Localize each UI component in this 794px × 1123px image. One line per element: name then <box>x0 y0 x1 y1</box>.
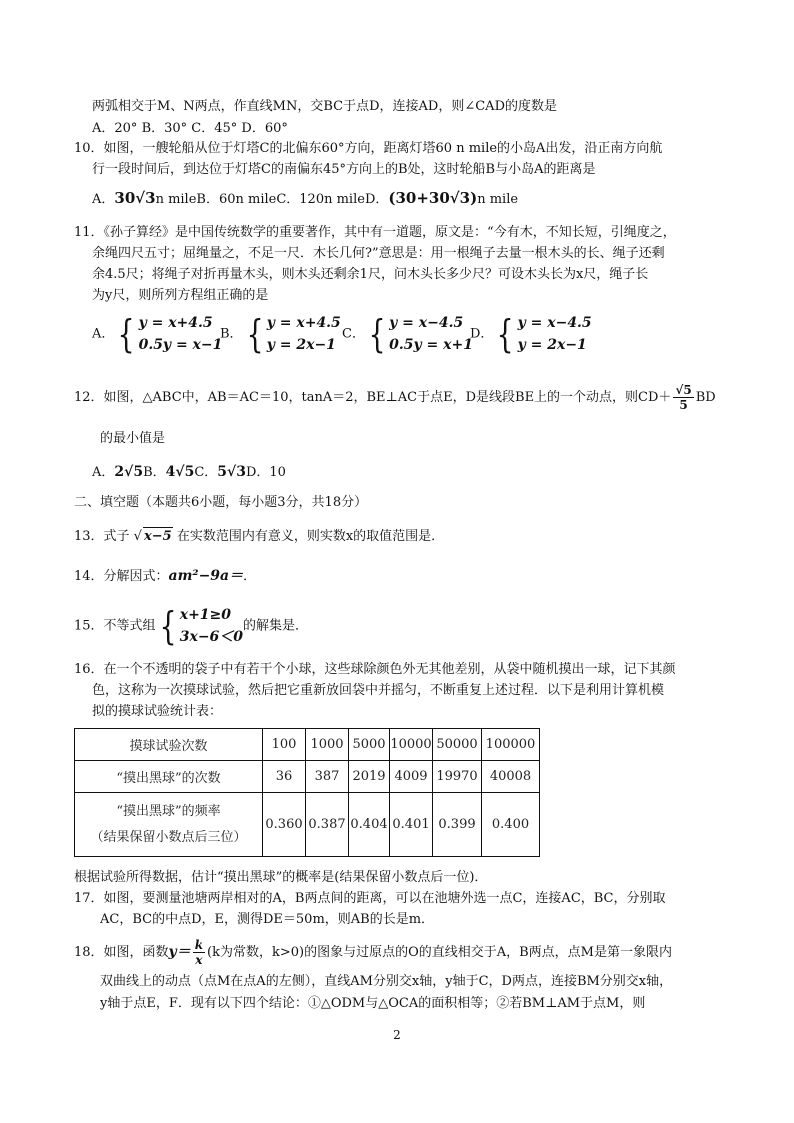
q12-tail: BD <box>695 390 716 405</box>
q12-option-a-label: A． <box>92 465 115 480</box>
q10-option-d-label: D． <box>364 192 389 207</box>
table-cell: 36 <box>263 761 306 793</box>
table-cell: 19970 <box>433 761 482 793</box>
q16-line2: 色，这称为一次摸球试验，然后把它重新放回袋中并摇匀，不断重复上述过程．以下是利用计算机模 <box>92 683 665 698</box>
q10-option-a-value: 30√3 <box>114 189 156 207</box>
table-row-label: 摸球试验次数 <box>75 729 263 761</box>
q12-fraction-denominator: 5 <box>679 398 688 412</box>
q14 <box>74 568 256 585</box>
q16-line1: 16．在一个不透明的袋子中有若干个小球，这些球除颜色外无其他差别，从袋中随机摸出一球，记下其颜 <box>74 662 676 677</box>
q12-options <box>92 464 286 481</box>
q18-fraction-denominator: x <box>195 953 203 967</box>
q12-option-b: 4√5 <box>165 464 195 480</box>
table-row-label-line2: （结果保留小数点后三位） <box>90 829 247 845</box>
q12-line2: 的最小值是 <box>100 431 166 446</box>
q18-pre: 18．如图，函数 <box>74 945 169 960</box>
q11-option-c-eq1: y = x−4.5 <box>389 315 464 331</box>
table-cell: 100000 <box>482 729 540 761</box>
q18-fraction <box>193 938 205 967</box>
q11-option-c: C．{ y = x−4.5 0.5y = x+1 <box>342 312 473 356</box>
q10-option-d-unit: n mile <box>477 192 519 207</box>
q12-option-d-label: D． <box>245 465 270 480</box>
q15-eq1: x+1≥0 <box>179 607 232 623</box>
q12-fraction-numerator: √5 <box>675 383 692 397</box>
table-cell: 0.401 <box>390 793 433 857</box>
q16-line3: 拟的摸球试验统计表： <box>92 704 223 719</box>
q12-option-c-label: C． <box>194 465 218 480</box>
q17-line1: 17．如图，要测量池塘两岸相对的A，B两点间的距离，可以在池塘外选一点C，连接AC，BC，分别取 <box>74 891 666 906</box>
table-row-label: “摸出黑球”的次数 <box>75 761 263 793</box>
q12-option-a: 2√5 <box>114 464 144 480</box>
q13: 13．式子 √ x−5 在实数范围内有意义，则实数x的取值范围是． <box>74 529 445 544</box>
q10-option-d-value: (30+30√3) <box>388 189 478 207</box>
table-row <box>75 729 540 761</box>
q15-post: 的解集是． <box>243 618 309 634</box>
q15-pre: 15．不等式组 <box>74 618 156 634</box>
page-number: 2 <box>393 1028 401 1042</box>
table-cell: 4009 <box>390 761 433 793</box>
q9-options: A．20° B．30° C．45° D．60° <box>92 121 288 136</box>
table-cell: 387 <box>306 761 349 793</box>
q11-option-a: A．{ y = x+4.5 0.5y = x−1 <box>92 312 223 356</box>
q11-option-d-eq2: y = 2x−1 <box>517 337 587 353</box>
table-cell: 40008 <box>482 761 540 793</box>
q18-line3: y轴于点E，F．现有以下四个结论：①△ODM与△OCA的面积相等；②若BM⊥AM于点M，则 <box>100 996 646 1011</box>
q14-pre: 14．分解因式： <box>74 569 169 584</box>
q11-option-b-eq2: y = 2x−1 <box>266 337 336 353</box>
q11-option-d: D．{ y = x−4.5 y = 2x−1 <box>470 312 592 356</box>
q18-line1-rest: (k为常数，k>0)的图象与过原点的O的直线相交于A，B两点，点M是第一象限内 <box>207 945 672 960</box>
q11-option-a-label: A． <box>92 326 115 342</box>
q17-line2: AC，BC的中点D，E，测得DE＝50m，则AB的长是m． <box>100 912 435 927</box>
table-cell: 10000 <box>390 729 433 761</box>
q13-pre: 13．式子 <box>74 529 130 544</box>
table-cell: 1000 <box>306 729 349 761</box>
table-cell: 5000 <box>349 729 390 761</box>
q10-line1: 10．如图，一艘轮船从位于灯塔C的北偏东60°方向，距离灯塔60 n mile的小岛A出发，沿正南方向航 <box>74 141 663 156</box>
table-cell: 0.400 <box>482 793 540 857</box>
q18-fraction-numerator: k <box>194 938 204 952</box>
q12-fraction <box>673 383 693 412</box>
statistics-table <box>74 728 540 857</box>
table-cell: 100 <box>263 729 306 761</box>
q12-option-c: 5√3 <box>217 464 246 480</box>
q10-option-b: B．60n mile <box>196 192 277 207</box>
table-cell: 2019 <box>349 761 390 793</box>
q11-option-a-eq1: y = x+4.5 <box>138 315 213 331</box>
q11-option-d-eq1: y = x−4.5 <box>517 315 592 331</box>
q14-post: ． <box>243 569 257 584</box>
q11-option-b: B．{ y = x+4.5 y = 2x−1 <box>220 312 341 356</box>
table-row-label-line1: “摸出黑球”的频率 <box>116 803 221 819</box>
q11-option-c-label: C． <box>342 326 365 342</box>
q11-option-a-eq2: 0.5y = x−1 <box>138 337 223 353</box>
q10-line2: 行一段时间后，到达位于灯塔C的南偏东45°方向上的B处，这时轮船B与小岛A的距离是 <box>92 162 596 177</box>
q15: 15．不等式组{ x+1≥0 3x−6＜0 的解集是． <box>74 604 309 648</box>
q13-post: 在实数范围内有意义，则实数x的取值范围是． <box>176 529 445 544</box>
q18-y: y＝ <box>168 944 191 960</box>
q16-after-table: 根据试验所得数据，估计“摸出黑球”的概率是(结果保留小数点后一位)． <box>74 870 488 885</box>
table-row <box>75 793 540 857</box>
q13-expression: x−5 <box>143 529 172 544</box>
q14-expression: am²−9a＝ <box>168 568 244 584</box>
q10-option-a-label: A． <box>92 192 115 207</box>
section-2-heading: 二、填空题（本题共6小题，每小题3分，共18分） <box>74 495 368 510</box>
q11-option-b-eq1: y = x+4.5 <box>266 315 341 331</box>
q11-option-b-label: B． <box>220 326 243 342</box>
q11-line4: 为y尺，则所列方程组正确的是 <box>92 288 269 303</box>
q11-line3: 余4.5尺；将绳子对折再量木头，则木头还剩余1尺，问木头长多少尺？可设木头长为x尺，绳子长 <box>92 267 649 282</box>
table-cell: 0.399 <box>433 793 482 857</box>
table-cell: 50000 <box>433 729 482 761</box>
table-row <box>75 761 540 793</box>
q12-option-d: 10 <box>269 465 286 480</box>
q12-line1 <box>74 378 716 418</box>
q15-eq2: 3x−6＜0 <box>179 629 244 645</box>
q11-option-d-label: D． <box>470 326 494 342</box>
table-cell: 0.360 <box>263 793 306 857</box>
table-cell: 0.387 <box>306 793 349 857</box>
table-row-label <box>75 793 263 857</box>
q11-option-c-eq2: 0.5y = x+1 <box>389 337 473 353</box>
table-cell: 0.404 <box>349 793 390 857</box>
q10-option-a-unit: n mile <box>155 192 197 207</box>
q12-text: 12．如图，△ABC中，AB＝AC＝10，tanA＝2，BE⊥AC于点E，D是线段BE上的一个动点，则CD＋ <box>74 390 672 405</box>
q12-option-b-label: B． <box>143 465 166 480</box>
q10-option-c: C．120n mile <box>276 192 365 207</box>
q11-line2: 余绳四尺五寸；屈绳量之，不足一尺．木长几何?”意思是：用一根绳子去量一根木头的长、绳子还剩 <box>92 246 665 261</box>
q11-line1: 11．《孙子算经》是中国传统数学的重要著作，其中有一道题，原文是：“今有木，不知长短，引绳度之， <box>74 225 676 240</box>
q9-continuation: 两弧相交于M、N两点，作直线MN，交BC于点D，连接AD，则∠CAD的度数是 <box>92 99 557 114</box>
q10-options <box>92 190 518 208</box>
q18-line2: 双曲线上的动点（点M在点A的左侧），直线AM分别交x轴，y轴于C，D两点，连接BM分别交x轴， <box>100 974 673 989</box>
q18-line1 <box>74 932 672 973</box>
